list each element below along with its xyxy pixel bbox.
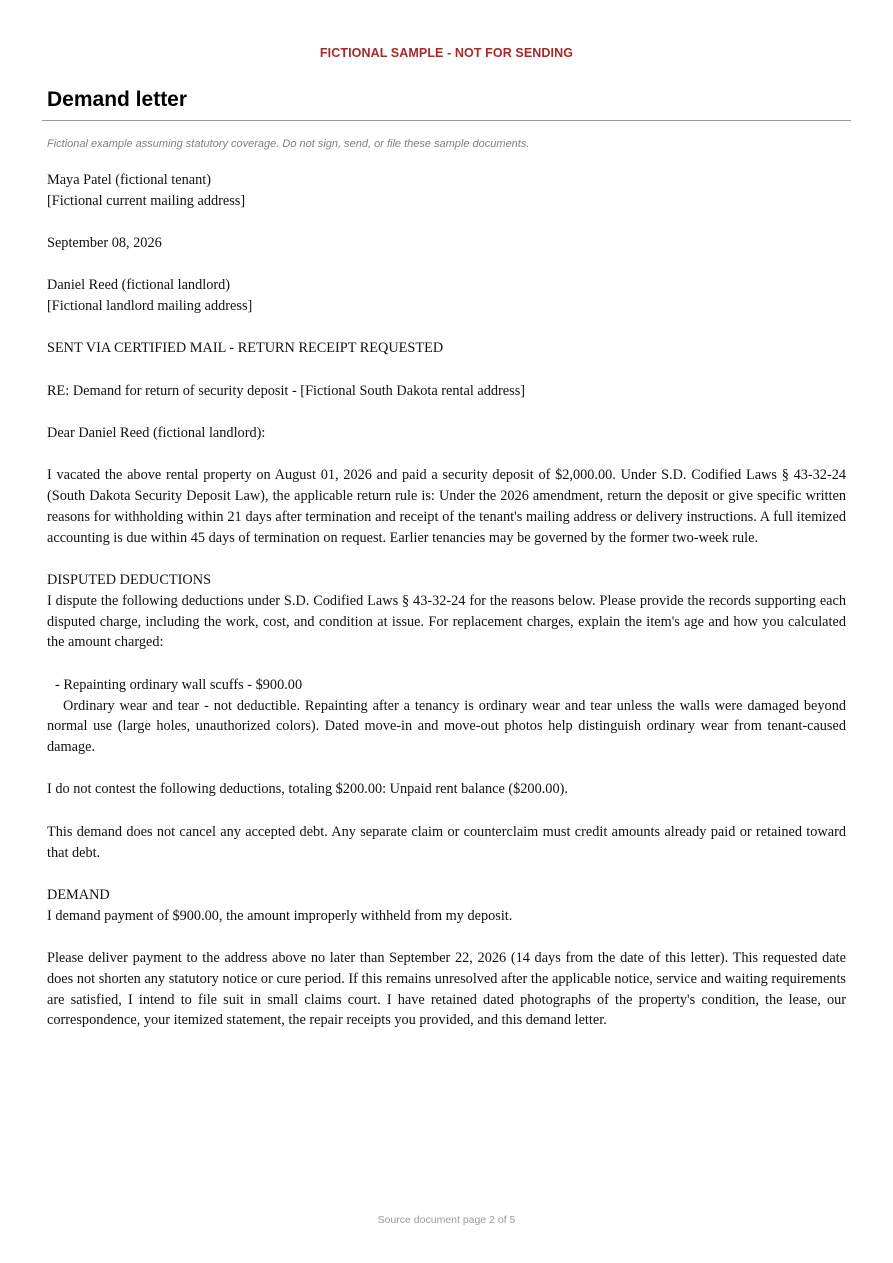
sample-warning-banner: FICTIONAL SAMPLE - NOT FOR SENDING (319, 46, 574, 60)
disputed-section (47, 570, 846, 653)
recipient-address: [Fictional landlord mailing address] (47, 298, 253, 315)
sender-block (47, 170, 846, 212)
page-footer: Source document page 2 of 5 (377, 1214, 516, 1226)
subject-line: RE: Demand for return of security deposit - [Fictional South Dakota rental address] (47, 382, 526, 399)
intro-paragraph: I vacated the above rental property on August 01, 2026 and paid a security deposit of $2,000.00. Under S.D. Codified Laws § 43-32-24 (South Dakota Security Deposit Law), the applicable return rule is: Under the 2026 amendment, return the deposit or give specific written reasons for withholding within 21 days after termination and receipt of the tenant's mailing address or delivery instructions. A full itemized accounting is due within 45 days of termination on request. Earlier tenancies may be governed by the former two-week rule. (47, 467, 846, 546)
disputed-text: I dispute the following deductions under S.D. Codified Laws § 43-32-24 for the reasons below. Please provide the records supporting each disputed charge, including the work, cost, and condition at issue. For replacement charges, explain the item's age and how you calculated the amount charged: (47, 592, 846, 651)
letter-body (47, 170, 846, 1053)
closing-paragraph: Please deliver payment to the address above no later than September 22, 2026 (14 days from the date of this letter). This requested date does not shorten any statutory notice or cure period. If this remains unresolved after the applicable notice, service and waiting requirements are satisfied, I intend to file suit in small claims court. I have retained dated photographs of the property's condition, the lease, our correspondence, your itemized statement, the repair receipts you provided, and this demand letter. (47, 949, 846, 1029)
sender-address: [Fictional current mailing address] (47, 192, 246, 209)
recipient-block (47, 275, 846, 317)
disputed-item-label: - Repainting ordinary wall scuffs - $900.00 (55, 676, 303, 693)
disclaimer-note: Fictional example assuming statutory coverage. Do not sign, send, or file these sample documents. (47, 138, 530, 150)
debt-note-paragraph: This demand does not cancel any accepted debt. Any separate claim or counterclaim must credit amounts already paid or retained toward that debt. (47, 823, 846, 861)
uncontested-paragraph: I do not contest the following deductions, totaling $200.00: Unpaid rent balance ($200.00). (47, 781, 568, 798)
salutation: Dear Daniel Reed (fictional landlord): (47, 425, 266, 442)
title-divider (42, 120, 851, 121)
sender-name: Maya Patel (fictional tenant) (47, 172, 211, 188)
letter-date: September 08, 2026 (47, 235, 162, 252)
demand-text: I demand payment of $900.00, the amount improperly withheld from my deposit. (47, 907, 513, 924)
disputed-item-reason: Ordinary wear and tear - not deductible. Repainting after a tenancy is ordinary wear and tear unless the walls were damaged beyond normal use (large holes, unauthorized colors). Dated move-in and move-out photos help distinguish ordinary wear from tenant-caused damage. (47, 697, 846, 756)
demand-section (47, 885, 846, 927)
recipient-name: Daniel Reed (fictional landlord) (47, 277, 231, 294)
demand-heading: DEMAND (47, 886, 110, 903)
document-title: Demand letter (47, 88, 188, 111)
delivery-method: SENT VIA CERTIFIED MAIL - RETURN RECEIPT REQUESTED (47, 340, 444, 357)
disputed-heading: DISPUTED DEDUCTIONS (47, 572, 212, 589)
